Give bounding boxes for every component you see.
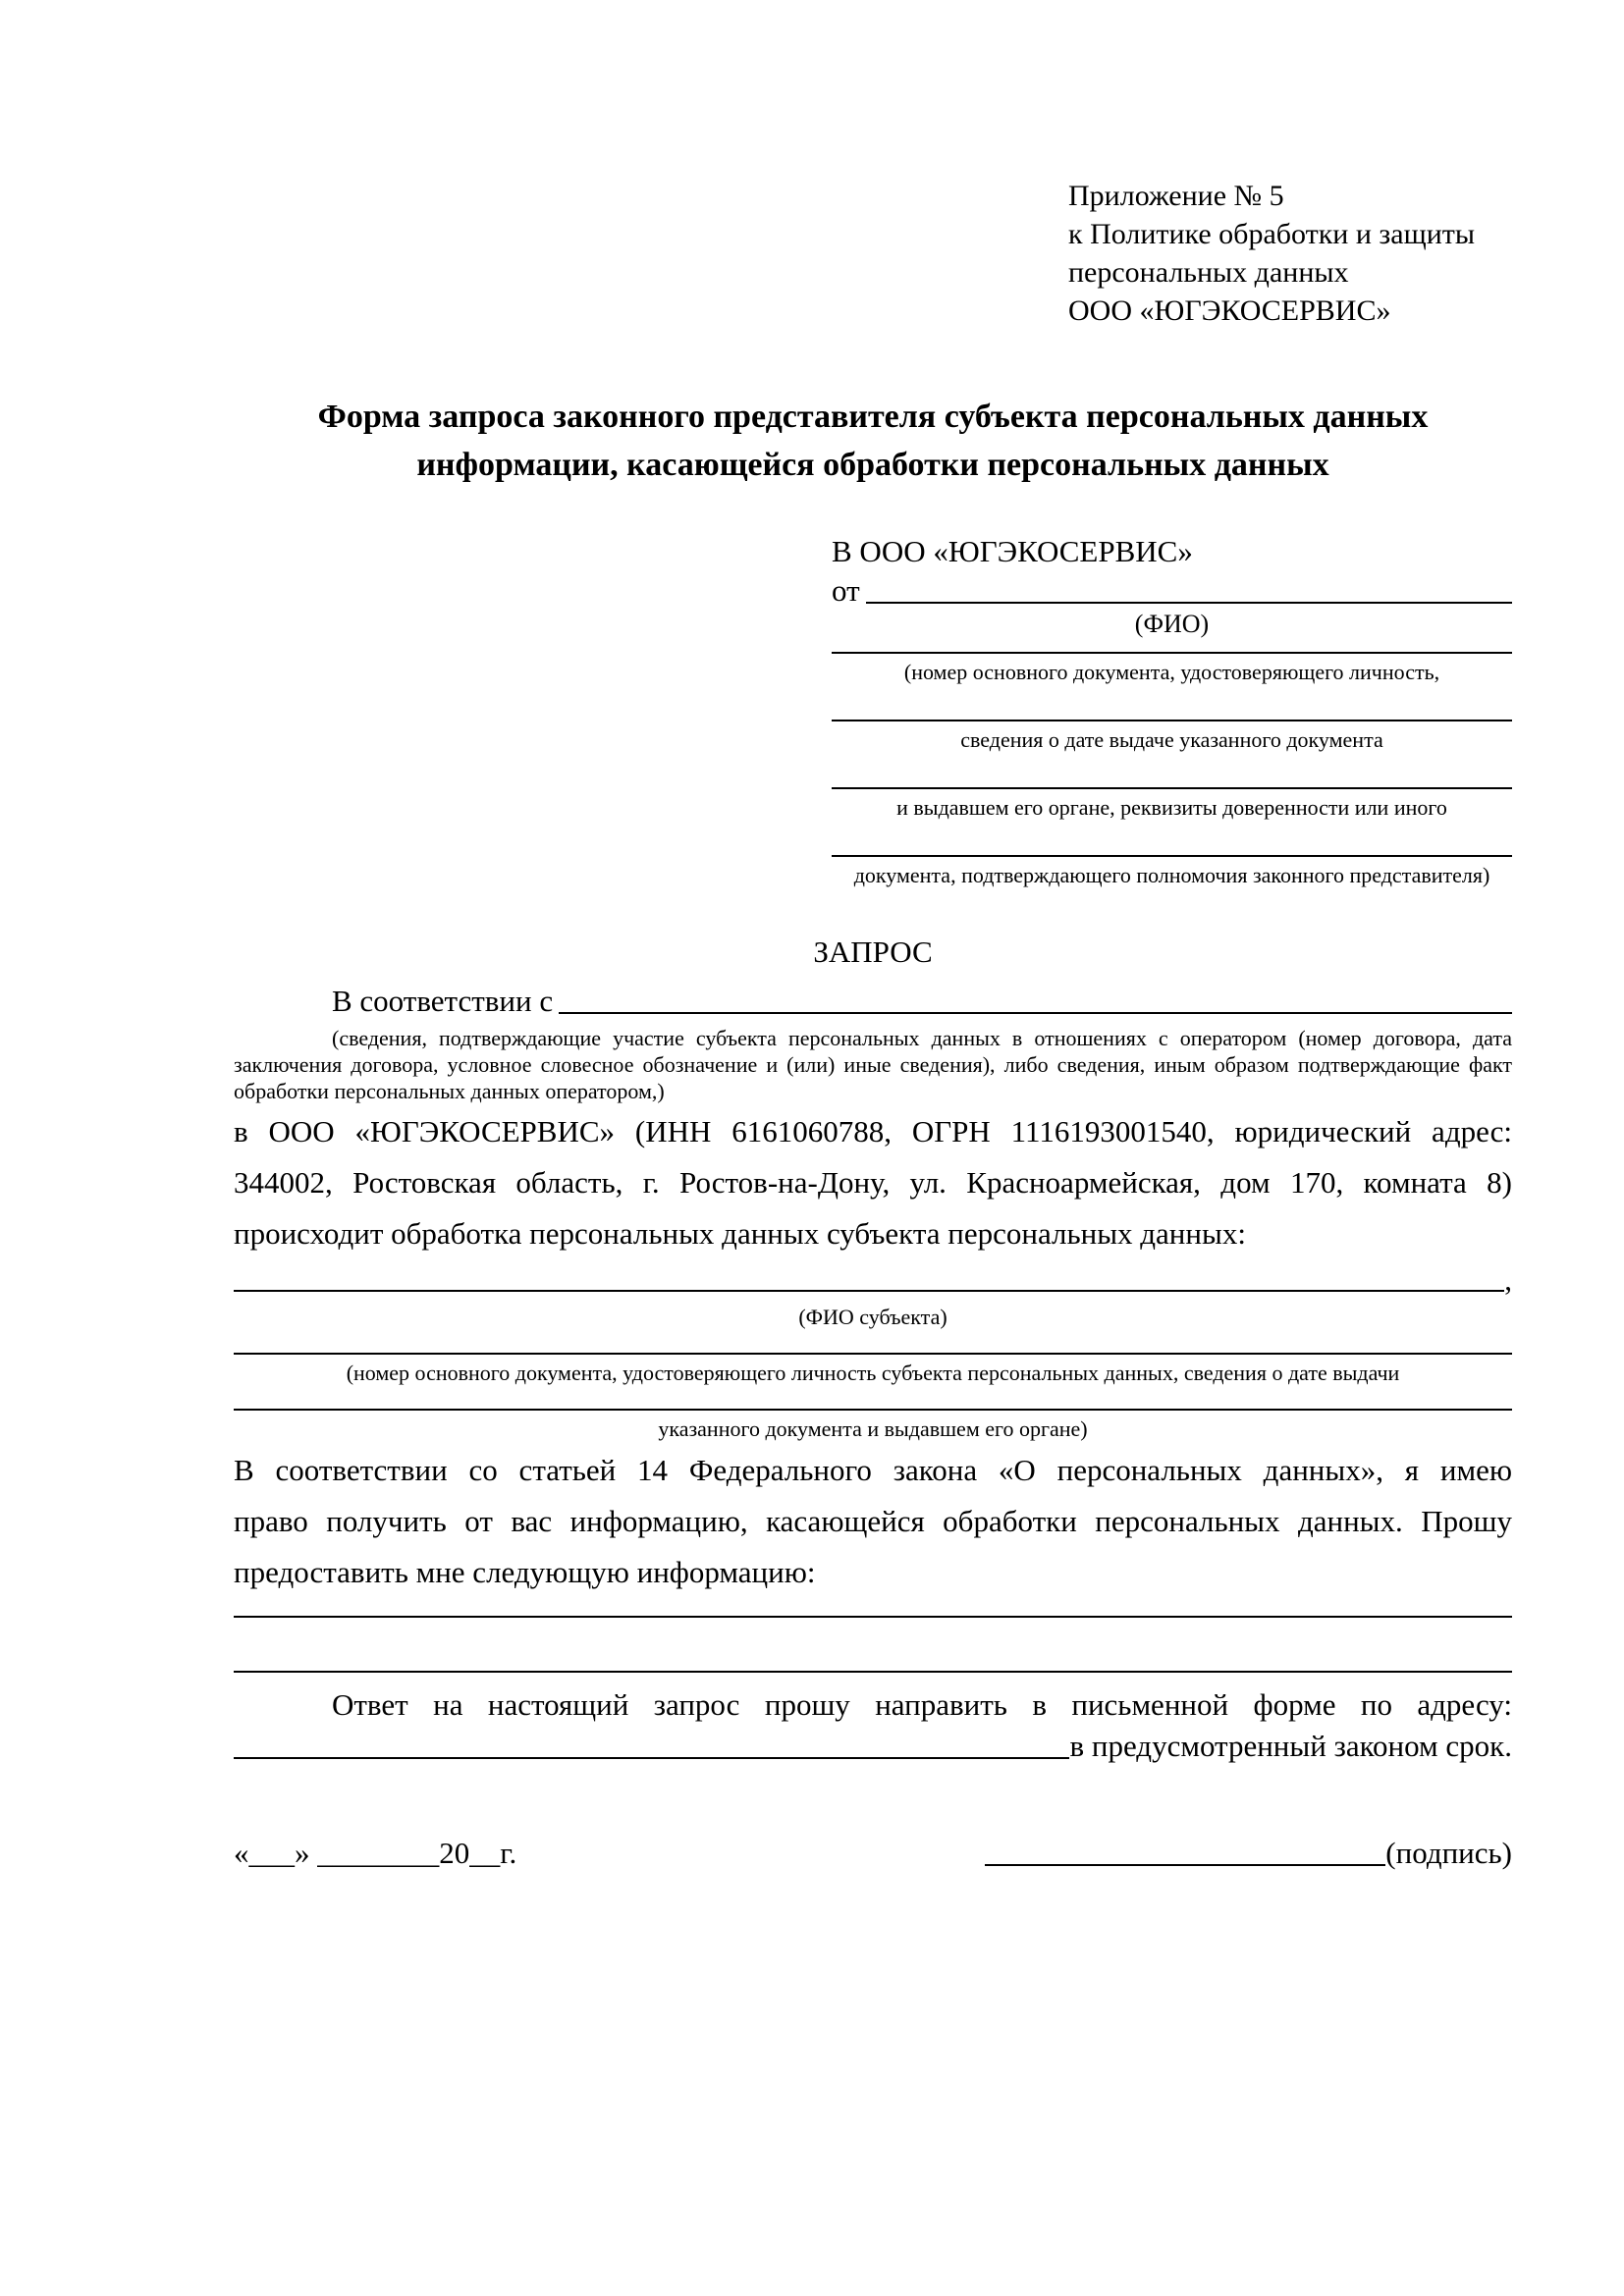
law-paragraph — [234, 1445, 1512, 1598]
from-row — [832, 571, 1512, 611]
representative-doc-group — [832, 652, 1512, 686]
appendix-header-line: Приложение № 5 — [1068, 180, 1284, 212]
operator-paragraph-line: 344002, Ростовская область, г. Ростов-на-Дону, ул. Красноармейская, дом 170, комната 8) — [234, 1165, 1512, 1200]
representative-doc-group — [832, 855, 1512, 889]
addressee-block — [832, 532, 1512, 889]
signature-blank-line — [985, 1834, 1385, 1866]
request-heading: ЗАПРОС — [813, 934, 933, 969]
date-line: «___» ________20__г. — [234, 1836, 517, 1870]
reply-sentence-tail: в предусмотренный законом срок. — [1069, 1729, 1512, 1763]
intro-caption-line: (сведения, подтверждающие участие субъекта персональных данных в отношениях с оператором (номер договора, дата — [332, 1026, 1512, 1050]
fio-caption: (ФИО) — [1134, 610, 1210, 638]
appendix-header-line: персональных данных — [1068, 256, 1349, 289]
law-paragraph-line: В соответствии со статьей 14 Федерального закона «О персональных данных», я имею — [234, 1453, 1512, 1487]
intro-blank-line — [559, 982, 1512, 1014]
blank-line — [832, 652, 1512, 654]
date-signature-row — [234, 1834, 1512, 1873]
appendix-header-line: ООО «ЮГЭКОСЕРВИС» — [1068, 294, 1391, 327]
intro-row — [234, 982, 1512, 1021]
from-blank-line — [866, 571, 1512, 604]
address-blank-line — [234, 1726, 1069, 1759]
operator-paragraph-line: в ООО «ЮГЭКОСЕРВИС» (ИНН 6161060788, ОГРН 1116193001540, юридический адрес: — [234, 1114, 1512, 1148]
signature-group — [985, 1834, 1512, 1873]
blank-caption: документа, подтверждающего полномочия законного представителя) — [853, 863, 1490, 887]
representative-doc-group — [832, 720, 1512, 754]
blank-line — [832, 855, 1512, 857]
reply-sentence-line-2 — [234, 1726, 1512, 1767]
appendix-header — [1068, 177, 1512, 330]
subject-fio-caption: (ФИО субъекта) — [798, 1305, 947, 1329]
subject-fio-row — [234, 1261, 1512, 1299]
form-title-line-2: информации, касающейся обработки персональных данных — [416, 447, 1329, 483]
blank-caption: (номер основного документа, удостоверяющего личность, — [903, 660, 1440, 684]
intro-caption-line: обработки персональных данных оператором,) — [234, 1079, 665, 1103]
intro-label: В соответствии с — [332, 984, 554, 1018]
information-blank-line — [234, 1671, 1512, 1673]
blank-caption: и выдавшем его органе, реквизиты доверенности или иного — [896, 795, 1447, 820]
from-label: от — [832, 573, 860, 608]
subject-doc-blank-line — [234, 1409, 1512, 1411]
representative-doc-group — [832, 787, 1512, 822]
blank-line — [832, 720, 1512, 721]
subject-fio-blank-line — [234, 1261, 1504, 1292]
form-title-line-1: Форма запроса законного представителя субъекта персональных данных — [317, 399, 1429, 435]
addressee-to: В ООО «ЮГЭКОСЕРВИС» — [832, 534, 1193, 568]
subject-doc-caption: (номер основного документа, удостоверяющего личность субъекта персональных данных, сведения о дате выдачи — [346, 1361, 1400, 1385]
trailing-comma: , — [1504, 1262, 1512, 1297]
signature-caption: (подпись) — [1385, 1836, 1512, 1870]
blank-line — [832, 787, 1512, 789]
subject-doc-caption: указанного документа и выдавшем его органе) — [658, 1416, 1088, 1441]
law-paragraph-line: право получить от вас информацию, касающейся обработки персональных данных. Прошу — [234, 1504, 1512, 1538]
information-blank-line — [234, 1616, 1512, 1618]
form-title — [234, 393, 1512, 489]
appendix-header-line: к Политике обработки и защиты — [1068, 218, 1476, 250]
intro-caption-line: заключения договора, условное словесное обозначение и (или) иные сведения), либо сведения, иным образом подтверждающие факт — [234, 1052, 1512, 1077]
reply-sentence-line-1: Ответ на настоящий запрос прошу направить в письменной форме по адресу: — [332, 1687, 1512, 1722]
intro-caption-paragraph — [234, 1025, 1512, 1104]
operator-paragraph — [234, 1106, 1512, 1259]
subject-doc-blank-line — [234, 1353, 1512, 1355]
law-paragraph-line: предоставить мне следующую информацию: — [234, 1555, 816, 1589]
blank-caption: сведения о дате выдаче указанного документа — [960, 727, 1383, 752]
operator-paragraph-line: происходит обработка персональных данных субъекта персональных данных: — [234, 1216, 1246, 1251]
